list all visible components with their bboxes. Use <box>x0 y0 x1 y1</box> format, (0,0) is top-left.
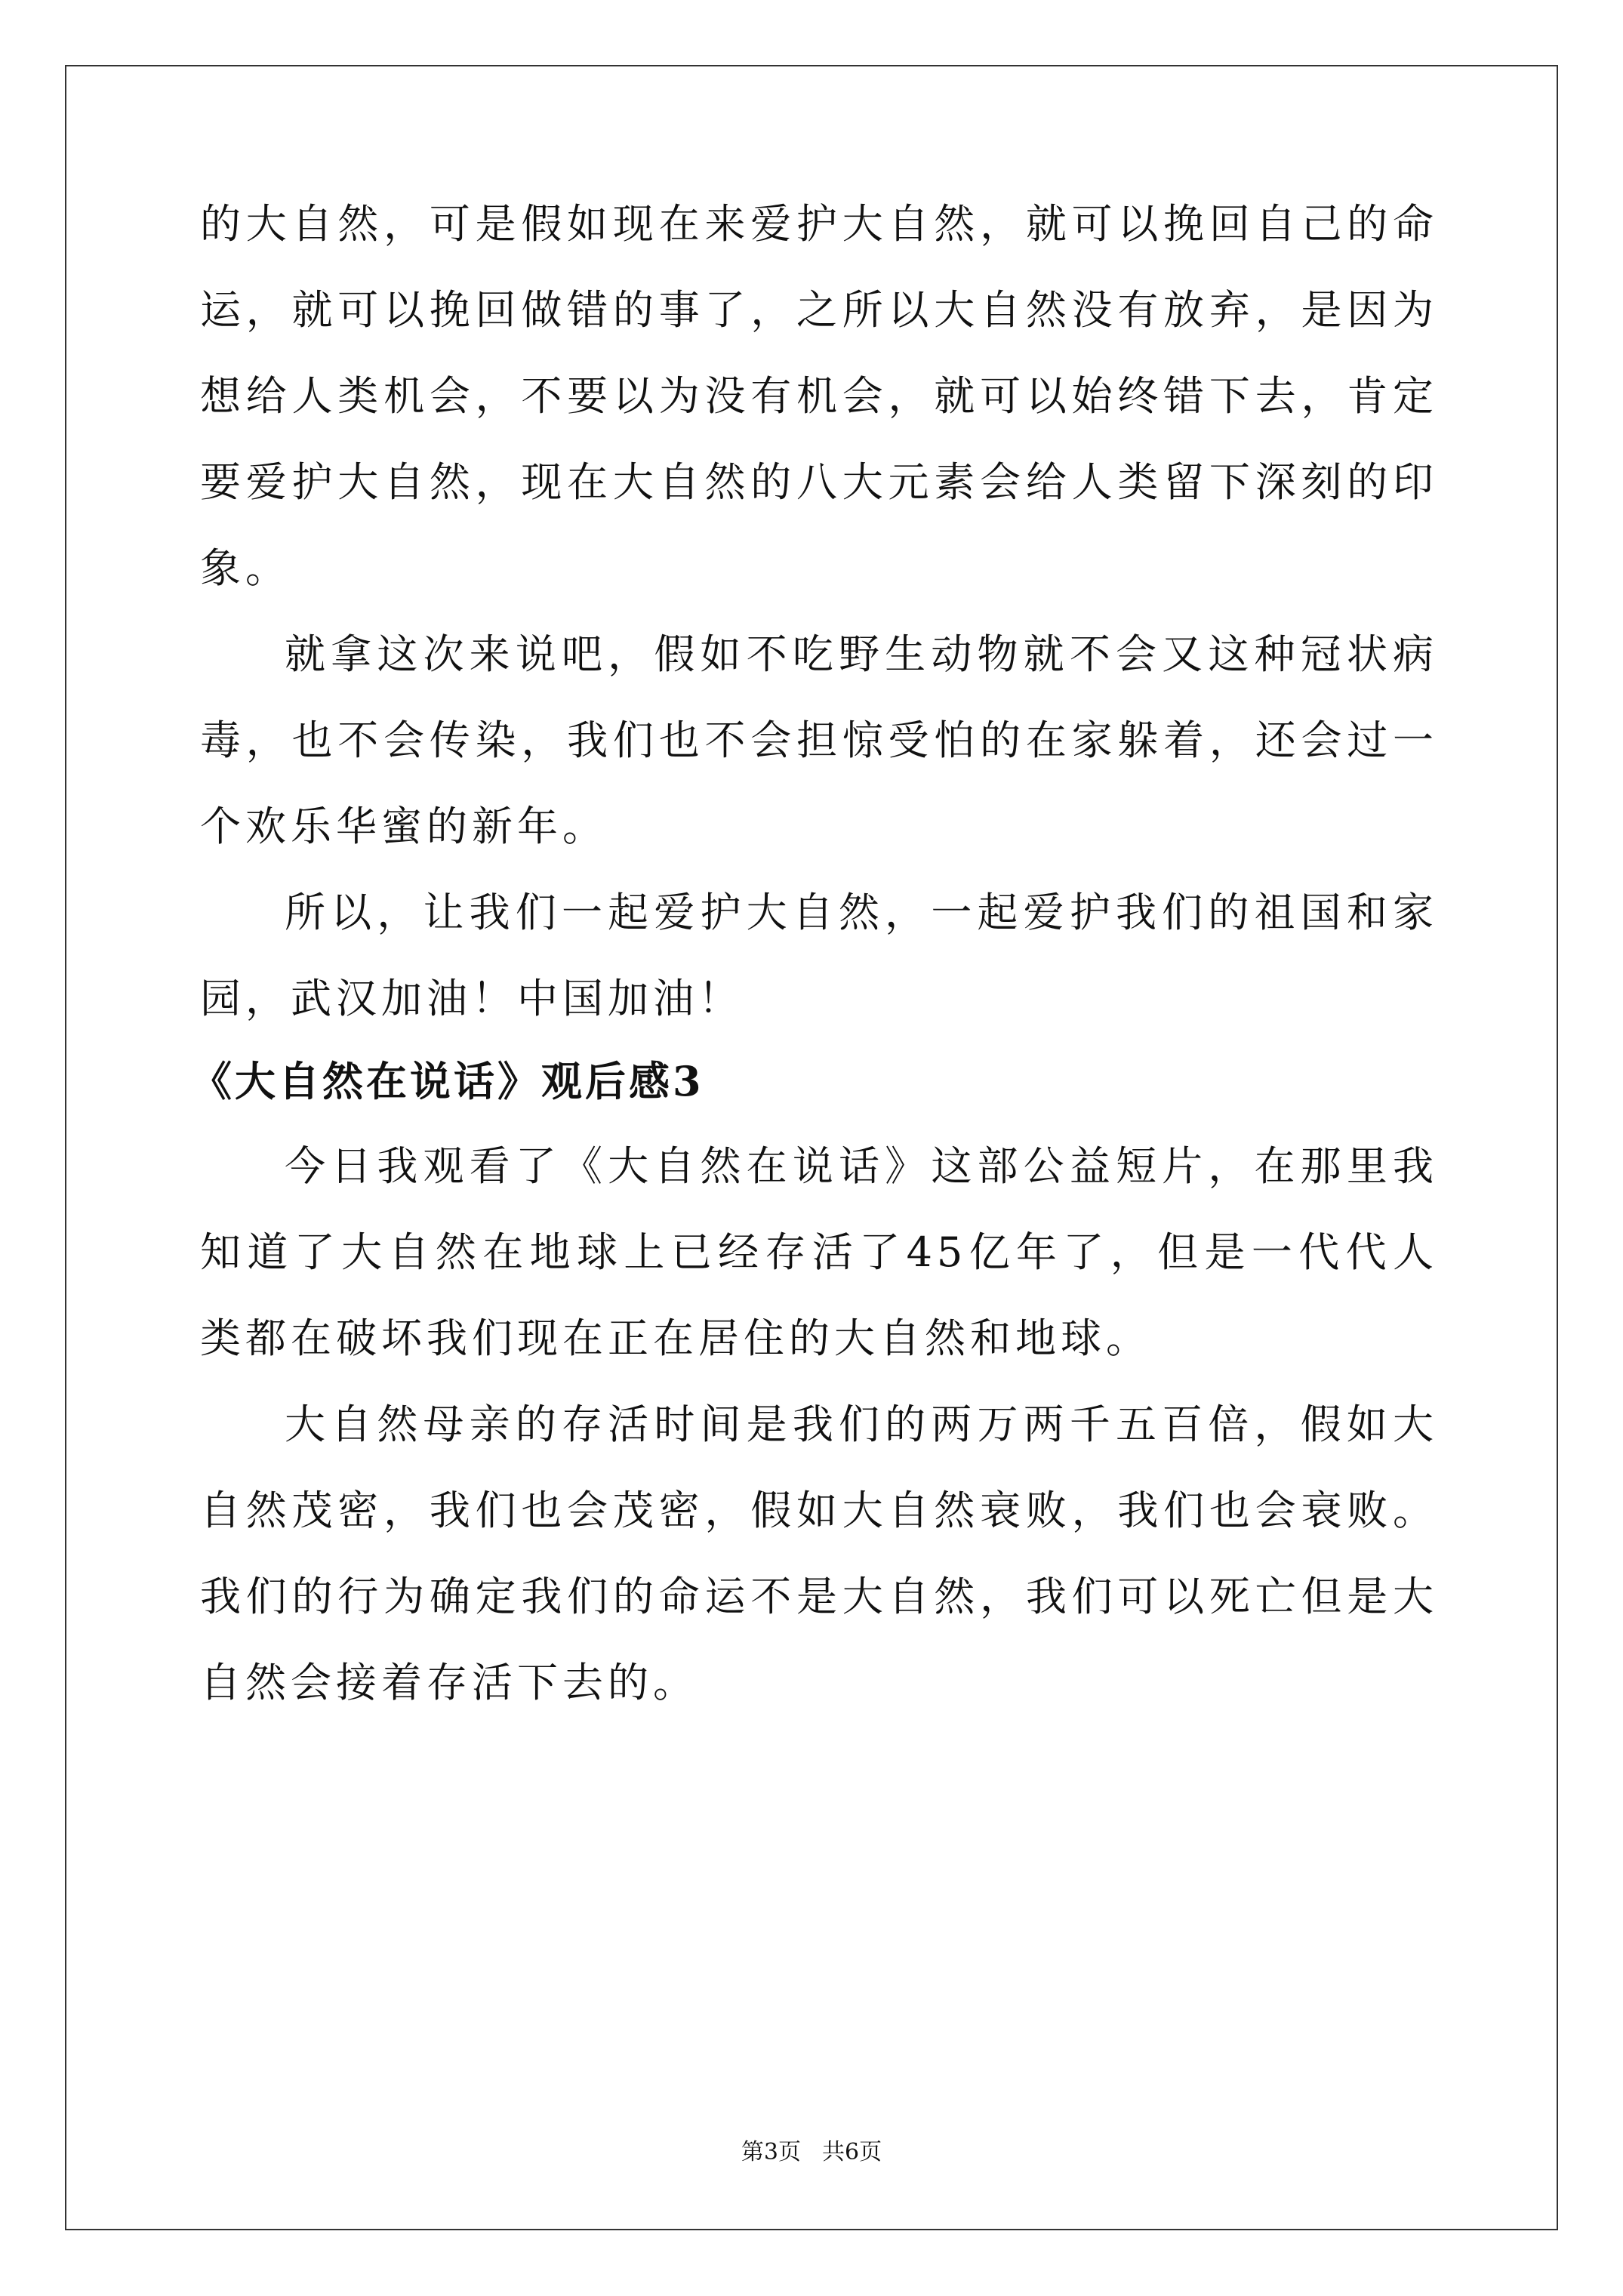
paragraph-2: 就拿这次来说吧，假如不吃野生动物就不会又这种冠状病毒，也不会传染，我们也不会担惊受怕的在家躲着，还会过一个欢乐华蜜的新年。 <box>200 630 1438 850</box>
page-footer <box>0 2133 1623 2166</box>
document-body <box>191 181 1438 1726</box>
paragraph-3: 所以，让我们一起爱护大自然，一起爱护我们的祖国和家园，武汉加油！中国加油！ <box>200 889 1438 1022</box>
page-number: 第3页 <box>741 2139 801 2165</box>
paragraph-1: 的大自然，可是假如现在来爱护大自然，就可以挽回自己的命运，就可以挽回做错的事了，之所以大自然没有放弃，是因为想给人类机会，不要以为没有机会，就可以始终错下去，肯定要爱护大自然，现在大自然的八大元素会给人类留下深刻的印象。 <box>200 200 1438 592</box>
paragraph-4: 今日我观看了《大自然在说话》这部公益短片，在那里我知道了大自然在地球上已经存活了45亿年了，但是一代代人类都在破坏我们现在正在居住的大自然和地球。 <box>200 1142 1438 1362</box>
paragraph-5: 大自然母亲的存活时间是我们的两万两千五百倍，假如大自然茂密，我们也会茂密，假如大自然衰败，我们也会衰败。我们的行为确定我们的命运不是大自然，我们可以死亡但是大自然会接着存活下去的。 <box>200 1401 1438 1706</box>
page-total: 共6页 <box>822 2139 882 2165</box>
section-heading: 《大自然在说话》观后感3 <box>191 1057 704 1105</box>
